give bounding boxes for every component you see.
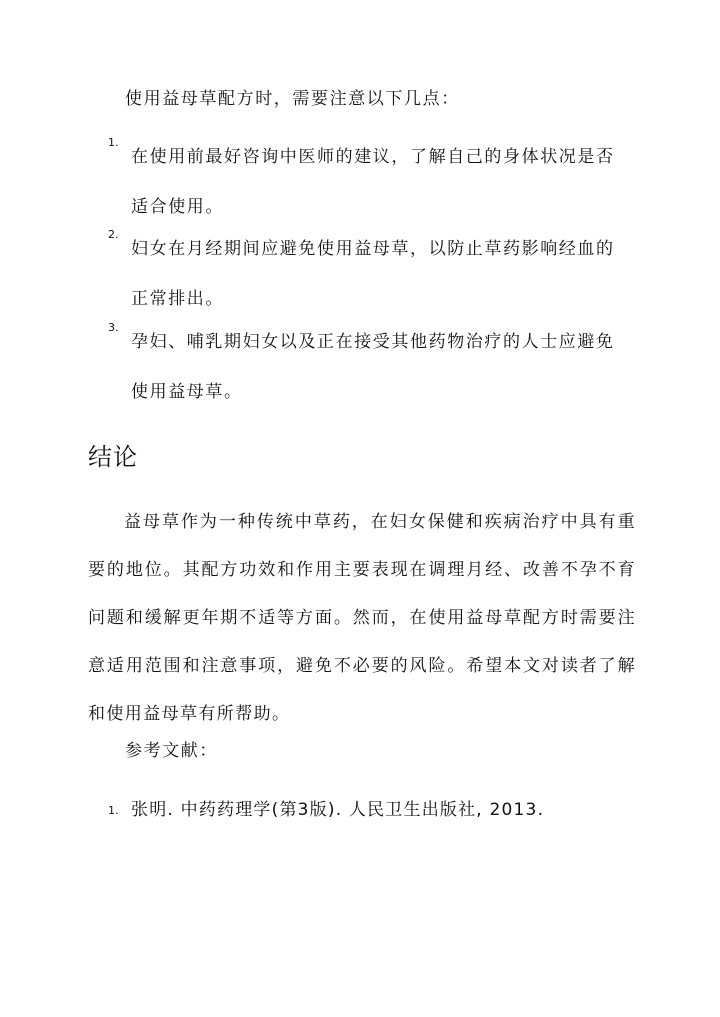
references-title: 参考文献： (125, 741, 218, 761)
conclusion-heading: 结论 (88, 443, 138, 471)
list-item-number: 2. (108, 228, 119, 241)
conclusion-paragraph: 益母草作为一种传统中草药，在妇女保健和疾病治疗中具有重要的地位。其配方功效和作用主要表现在调理月经、改善不孕不育问题和缓解更年期不适等方面。然而，在使用益母草配方时需要注意适用范围和注意事项，避免不必要的风险。希望本文对读者了解和使用益母草有所帮助。 (88, 512, 636, 724)
list-item (108, 224, 628, 324)
reference-number: 1. (108, 804, 119, 817)
list-item (108, 317, 628, 417)
list-item-text: 妇女在月经期间应避免使用益母草，以防止草药影响经血的正常排出。 (131, 239, 615, 309)
reference-item (108, 799, 544, 821)
list-item (108, 132, 628, 232)
list-item-text: 孕妇、哺乳期妇女以及正在接受其他药物治疗的人士应避免使用益母草。 (131, 332, 615, 402)
list-item-number: 3. (108, 321, 119, 334)
list-item-number: 1. (108, 136, 119, 149)
precautions-intro: 使用益母草配方时，需要注意以下几点： (125, 89, 460, 109)
list-item-text: 在使用前最好咨询中医师的建议，了解自己的身体状况是否适合使用。 (131, 147, 615, 217)
reference-text: 张明. 中药药理学(第3版). 人民卫生出版社, 2013. (131, 800, 545, 820)
